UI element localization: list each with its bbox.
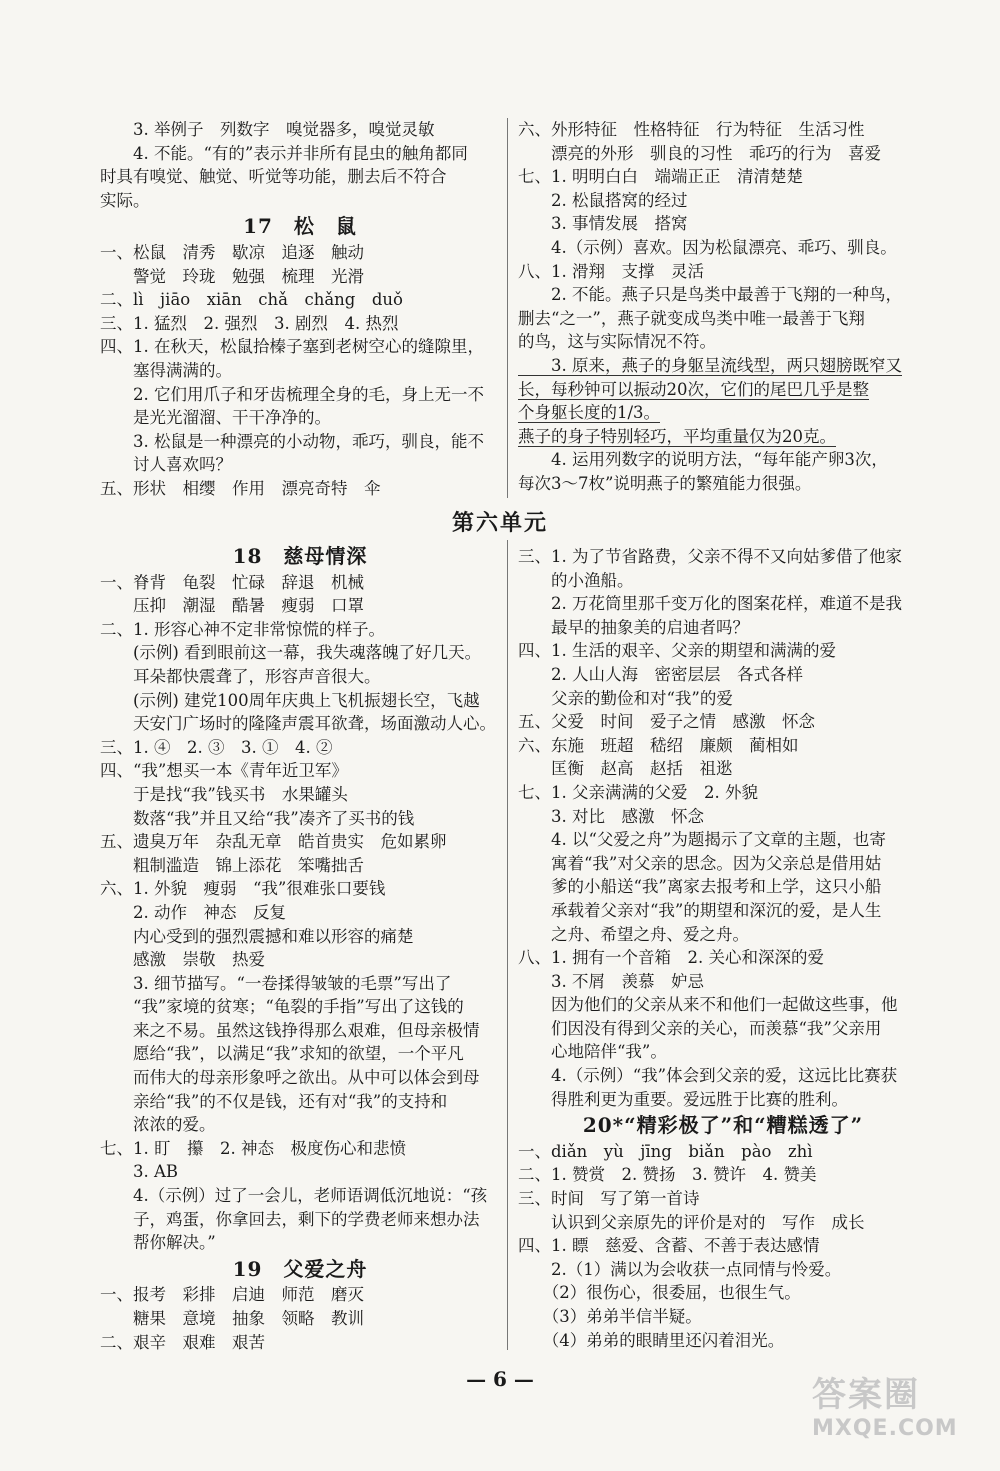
lesson-18-title: 18 慈母情深 — [232, 544, 368, 568]
text-line: 心地陪伴“我”。 — [518, 1042, 667, 1062]
text-line: 爹的小船送“我”离家去报考和上学，这只小船 — [518, 877, 882, 897]
text-line: 六、东施 班超 嵇绍 廉颇 蔺相如 — [518, 735, 799, 755]
text-line: “我”家境的贫寒；“龟裂的手指”写出了这钱的 — [100, 997, 464, 1017]
lesson-20-title: 20*“精彩极了”和“糟糕透了” — [582, 1113, 864, 1138]
text-line: 四、1. 瞟 慈爱、含蓄、不善于表达感情 — [518, 1236, 820, 1256]
page-number: — 6 — — [466, 1367, 534, 1391]
underlined-line — [518, 425, 928, 449]
text-line: 承载着父亲对“我”的期望和深沉的爱，是人生 — [518, 900, 882, 920]
text-line: 感激 崇敬 热爱 — [100, 950, 265, 970]
text-line: 糖果 意境 抽象 领略 教训 — [100, 1309, 364, 1328]
text-line: 于是找“我”钱买书 水果罐头 — [100, 784, 348, 804]
text-line: 耳朵都快震聋了，形容声音很大。 — [100, 666, 381, 686]
text-line: 4. 运用列数字的说明方法，“每年能产卵3次， — [518, 450, 888, 470]
text-line: 六、1. 外貌 瘦弱 “我”很难张口要钱 — [100, 879, 386, 899]
text-line: 子，鸡蛋，你拿回去，剩下的学费老师来想办法 — [100, 1209, 480, 1229]
text-line: 3. 细节描写。“一卷揉得皱皱的毛票”写出了 — [100, 973, 452, 993]
text-line: (示例) 建党100周年庆典上飞机振翅长空，飞越 — [100, 690, 480, 710]
column-divider — [507, 540, 508, 1350]
column-divider — [507, 118, 508, 498]
text-line: 漂亮的外形 驯良的习性 乖巧的行为 喜爱 — [518, 143, 881, 163]
text-line: 五、父爱 时间 爱子之情 感激 怀念 — [518, 712, 815, 732]
text-line: 4.（示例）过了一会儿，老师语调低沉地说：“孩 — [100, 1186, 488, 1206]
text-line: 七、1. 父亲满满的父爱 2. 外貌 — [518, 782, 758, 802]
text-line: (示例) 看到眼前这一幕，我失魂落魄了好几天。 — [100, 643, 482, 663]
text-line: 讨人喜欢吗？ — [100, 455, 232, 475]
underlined-text: 长，每秒钟可以振动20次，它们的尾巴几乎是整 — [518, 379, 869, 399]
text-line: 四、1. 在秋天，松鼠拾榛子塞到老树空心的缝隙里， — [100, 337, 484, 357]
text-line: 七、1. 明明白白 端端正正 清清楚楚 — [518, 167, 803, 187]
text-line: 三、1. 为了节省路费，父亲不得不又向姑爹借了他家 — [518, 547, 902, 566]
text-line: 四、“我”想买一本《青年近卫军》 — [100, 761, 348, 781]
text-line: 内心受到的强烈震撼和难以形容的痛楚 — [100, 926, 414, 946]
text-line: 一、报考 彩排 启迪 师范 磨灭 — [100, 1285, 364, 1305]
text-line: 3. 松鼠是一种漂亮的小动物，乖巧，驯良，能不 — [100, 431, 484, 451]
text-line: 一、松鼠 清秀 歇凉 追逐 触动 — [100, 242, 364, 262]
text-line: 的鸟，这与实际情况不符。 — [518, 332, 716, 352]
text-line: 3. 举例子 列数字 嗅觉器多，嗅觉灵敏 — [100, 120, 435, 139]
text-line: 数落“我”并且又给“我”凑齐了买书的钱 — [100, 808, 415, 828]
text-line: 2. 它们用爪子和牙齿梳理全身的毛，身上无一不 — [100, 384, 484, 404]
text-line: 每次3～7枚”说明燕子的繁殖能力很强。 — [518, 473, 812, 493]
text-line: 压抑 潮湿 酷暑 瘦弱 口罩 — [100, 596, 364, 616]
text-line: 2. 人山人海 密密层层 各式各样 — [518, 664, 803, 684]
text-line: 五、遗臭万年 杂乱无章 皓首贵实 危如累卵 — [100, 832, 447, 852]
watermark-url: MXQE.COM — [812, 1416, 958, 1441]
text-line: 六、外形特征 性格特征 行为特征 生活习性 — [518, 120, 865, 139]
text-line: 2.（1）满以为会收获一点同情与怜爱。 — [518, 1259, 842, 1279]
underlined-text: 3. 原来，燕子的身躯呈流线型，两只翅膀既窄又 — [518, 355, 902, 375]
text-line: 是光光溜溜、干干净净的。 — [100, 408, 331, 428]
text-line: 天安门广场时的隆隆声震耳欲聋，场面激动人心。 — [100, 714, 496, 734]
text-line: 认识到父亲原先的评价是对的 写作 成长 — [518, 1212, 865, 1232]
text-line: 塞得满满的。 — [100, 360, 232, 380]
text-line: （2）很伤心，很委屈，也很生气。 — [518, 1283, 801, 1303]
text-line: 愿给“我”，以满足“我”求知的欲望，一个平凡 — [100, 1044, 464, 1064]
underlined-line — [518, 401, 928, 425]
watermark-logo — [812, 1367, 982, 1457]
text-line: 八、1. 滑翔 支撑 灵活 — [518, 261, 704, 281]
pinyin-line: 二、lì jiāo xiān chǎ chǎng duǒ — [100, 290, 403, 310]
right-top-block — [518, 118, 928, 496]
text-line: 们因没有得到父亲的关心，而羡慕“我”父亲用 — [518, 1018, 882, 1038]
text-line: 之舟、希望之舟、爱之舟。 — [518, 924, 749, 944]
text-line: 寓着“我”对父亲的思念。因为父亲总是借用姑 — [518, 853, 882, 873]
right-bottom-block — [518, 545, 928, 1352]
text-line: 八、1. 拥有一个音箱 2. 关心和深深的爱 — [518, 948, 824, 968]
text-line: 2. 松鼠搭窝的经过 — [518, 190, 688, 210]
text-line: 父亲的勤俭和对“我”的爱 — [518, 688, 733, 708]
underlined-line — [518, 354, 928, 378]
underlined-line — [518, 378, 928, 402]
watermark-text: 答案圈 — [812, 1375, 920, 1415]
text-line: 4.（示例）喜欢。因为松鼠漂亮、乖巧、驯良。 — [518, 237, 897, 257]
text-line: 匡衡 赵高 赵括 祖逖 — [518, 759, 733, 779]
text-line: 3. 不屑 羡慕 妒忌 — [518, 971, 704, 991]
text-line: 4. 不能。“有的”表示并非所有昆虫的触角都同 — [100, 143, 468, 163]
text-line: 五、形状 相缨 作用 漂亮奇特 伞 — [100, 478, 381, 498]
text-line: 因为他们的父亲从来不和他们一起做这些事，他 — [518, 995, 898, 1015]
unit-title: 第六单元 — [451, 510, 548, 536]
text-line: 3. 事情发展 搭窝 — [518, 214, 688, 234]
text-line: 的小渔船。 — [518, 570, 634, 590]
underlined-text: 个身躯长度的1/3。 — [518, 403, 661, 423]
text-line: 3. AB — [100, 1162, 179, 1182]
text-line: 帮你解决。” — [100, 1233, 216, 1253]
text-line: 粗制滥造 锦上添花 笨嘴拙舌 — [100, 855, 364, 875]
text-line: 删去“之一”，燕子就变成鸟类中唯一最善于飞翔 — [518, 308, 865, 328]
text-line: 得胜利更为重要。爱远胜于比赛的胜利。 — [518, 1089, 848, 1109]
text-line: 而伟大的母亲形象呼之欲出。从中可以体会到母 — [100, 1068, 480, 1088]
text-line: 二、艰辛 艰难 艰苦 — [100, 1332, 265, 1352]
text-line: 二、1. 赞赏 2. 赞扬 3. 赞许 4. 赞美 — [518, 1165, 817, 1185]
text-line: （4）弟弟的眼睛里还闪着泪光。 — [518, 1330, 785, 1350]
text-line: 2. 动作 神态 反复 — [100, 902, 286, 922]
text-line: 三、1. 猛烈 2. 强烈 3. 剧烈 4. 热烈 — [100, 313, 399, 333]
text-line: 四、1. 生活的艰辛、父亲的期望和满满的爱 — [518, 641, 836, 661]
text-line: （3）弟弟半信半疑。 — [518, 1307, 702, 1326]
text-line: 2. 不能。燕子只是鸟类中最善于飞翔的一种鸟， — [518, 285, 902, 305]
text-line: 一、脊背 龟裂 忙碌 辞退 机械 — [100, 572, 364, 592]
text-line: 浓浓的爱。 — [100, 1115, 216, 1135]
text-line: 实际。 — [100, 190, 150, 210]
text-line: 2. 万花筒里那千变万化的图案花样，难道不是我 — [518, 594, 902, 614]
text-line: 警觉 玲珑 勉强 梳理 光滑 — [100, 266, 364, 286]
text-line: 来之不易。虽然这钱挣得那么艰难，但母亲极情 — [100, 1020, 480, 1040]
text-line: 三、时间 写了第一首诗 — [518, 1189, 700, 1209]
pinyin-line: 一、diǎn yù jīng biǎn pào zhì — [518, 1141, 813, 1161]
text-line: 4. 以“父爱之舟”为题揭示了文章的主题，也寄 — [518, 830, 886, 850]
text-line: 4.（示例）“我”体会到父亲的爱，这远比比赛获 — [518, 1066, 898, 1086]
text-line: 3. 对比 感激 怀念 — [518, 806, 704, 826]
text-line: 最早的抽象美的启迪者吗？ — [518, 617, 749, 637]
left-top-block — [100, 118, 500, 501]
text-line: 二、1. 形容心神不定非常惊慌的样子。 — [100, 619, 385, 639]
text-line: 时具有嗅觉、触觉、听觉等功能，删去后不符合 — [100, 167, 447, 187]
text-line: 三、1. ④ 2. ③ 3. ① 4. ② — [100, 737, 333, 757]
lesson-17-title: 17 松 鼠 — [243, 214, 357, 239]
underlined-text: 燕子的身子特别轻巧，平均重量仅为20克。 — [518, 426, 836, 446]
left-bottom-block — [100, 545, 500, 1354]
text-line: 七、1. 盯 攥 2. 神态 极度伤心和悲愤 — [100, 1138, 406, 1158]
lesson-19-title: 19 父爱之舟 — [232, 1256, 368, 1281]
text-line: 亲给“我”的不仅是钱，还有对“我”的支持和 — [100, 1091, 448, 1111]
